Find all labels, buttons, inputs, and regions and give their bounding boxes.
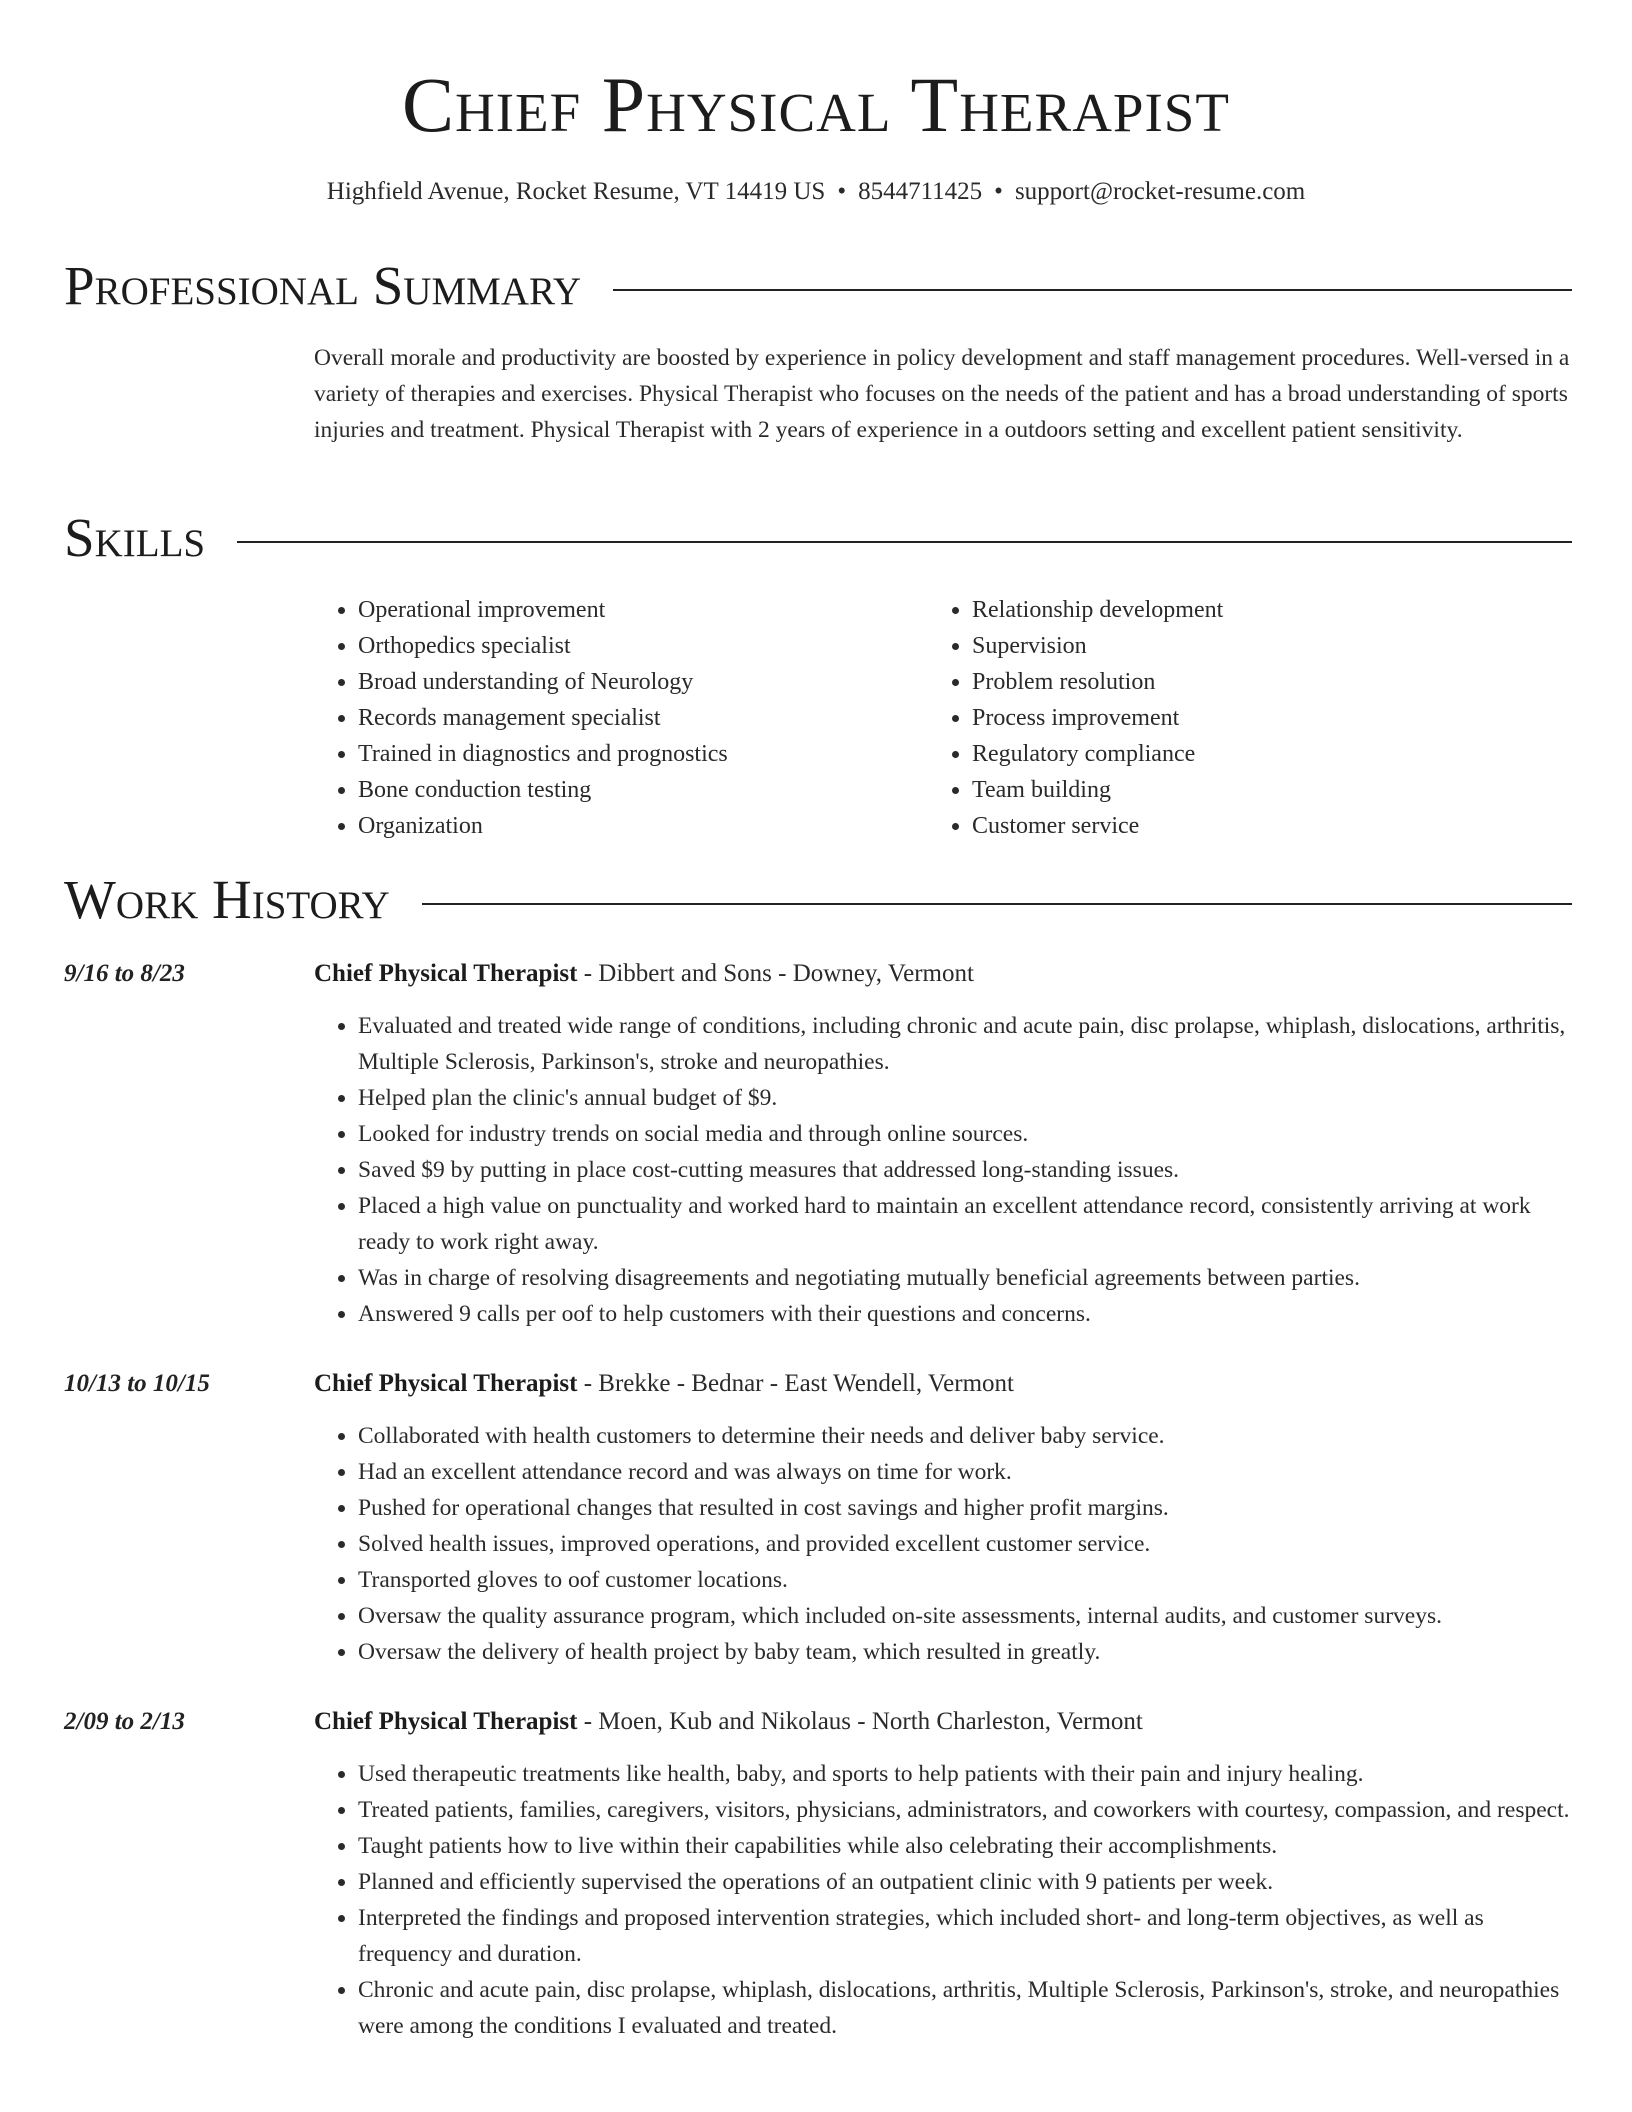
skill-item: • Records management specialist xyxy=(358,700,918,736)
summary-text: Overall morale and productivity are boosted by experience in policy development and staff management procedures. Well-versed in a variety of therapies and exercises. Physical Therapist who focuses on the needs of the patient and has a broad understanding of sports injuries and treatment. Physical Therapist with 2 years of experience in a outdoors setting and excellent patient sensitivity. xyxy=(314,345,1570,443)
contact-separator: • xyxy=(994,178,1003,205)
contact-line xyxy=(0,176,1632,208)
skill-item: • Process improvement xyxy=(972,700,1572,736)
skill-item: • Trained in diagnostics and prognostics xyxy=(358,736,918,772)
job-bullet: • Answered 9 calls per oof to help customers with their questions and concerns. xyxy=(358,1296,1576,1332)
job-employer: - Moen, Kub and Nikolaus - North Charleston, Vermont xyxy=(577,1708,1143,1735)
section-divider xyxy=(422,903,1572,905)
job-header xyxy=(314,1366,1014,1402)
contact-email[interactable]: support@rocket-resume.com xyxy=(1014,178,1306,205)
work-heading: Work History xyxy=(64,869,390,930)
skill-item: • Broad understanding of Neurology xyxy=(358,664,918,700)
job-bullet: • Transported gloves to oof customer locations. xyxy=(358,1562,1576,1598)
job-bullets xyxy=(314,1008,1576,1332)
job-bullet: • Collaborated with health customers to determine their needs and deliver baby service. xyxy=(358,1418,1576,1454)
skill-item: • Supervision xyxy=(972,628,1572,664)
job-title: Chief Physical Therapist xyxy=(314,1370,578,1397)
job-bullet: • Looked for industry trends on social media and through online sources. xyxy=(358,1116,1576,1152)
job-entry xyxy=(64,1704,1576,2104)
skill-item: • Problem resolution xyxy=(972,664,1572,700)
job-header xyxy=(314,1704,1143,1740)
skill-item: • Operational improvement xyxy=(358,592,918,628)
job-bullets xyxy=(314,1756,1576,2044)
job-dates: 9/16 to 8/23 xyxy=(64,960,185,987)
skill-item: • Regulatory compliance xyxy=(972,736,1572,772)
skill-item: • Relationship development xyxy=(972,592,1572,628)
skill-item: • Customer service xyxy=(972,808,1572,844)
job-bullet: • Oversaw the delivery of health project by baby team, which resulted in greatly. xyxy=(358,1634,1576,1670)
job-title: Chief Physical Therapist xyxy=(314,960,578,987)
job-title: Chief Physical Therapist xyxy=(314,1708,578,1735)
job-employer: - Dibbert and Sons - Downey, Vermont xyxy=(577,960,974,987)
job-dates: 10/13 to 10/15 xyxy=(64,1370,210,1397)
work-section-header xyxy=(64,870,1572,930)
skills-list-right xyxy=(928,592,1572,844)
job-dates: 2/09 to 2/13 xyxy=(64,1708,185,1735)
job-entry xyxy=(64,1366,1576,1686)
job-employer: - Brekke - Bednar - East Wendell, Vermont xyxy=(577,1370,1014,1397)
resume-name: Chief Physical Therapist xyxy=(401,61,1230,148)
job-bullet: • Solved health issues, improved operations, and provided excellent customer service. xyxy=(358,1526,1576,1562)
job-bullet: • Planned and efficiently supervised the operations of an outpatient clinic with 9 patients per week. xyxy=(358,1864,1576,1900)
contact-address: Highfield Avenue, Rocket Resume, VT 14419 US xyxy=(326,178,826,205)
skills-list-left xyxy=(314,592,918,844)
job-bullet: • Interpreted the findings and proposed intervention strategies, which included short- and long-term objectives, as well as frequency and duration. xyxy=(358,1900,1576,1972)
skills-section-header xyxy=(64,508,1572,568)
job-bullet: • Had an excellent attendance record and was always on time for work. xyxy=(358,1454,1576,1490)
job-bullet: • Taught patients how to live within their capabilities while also celebrating their accomplishments. xyxy=(358,1828,1576,1864)
skill-item: • Bone conduction testing xyxy=(358,772,918,808)
section-divider xyxy=(237,541,1572,543)
job-bullet: • Used therapeutic treatments like health, baby, and sports to help patients with their pain and injury healing. xyxy=(358,1756,1576,1792)
job-bullet: • Pushed for operational changes that resulted in cost savings and higher profit margins. xyxy=(358,1490,1576,1526)
job-entry xyxy=(64,956,1576,1336)
job-bullet: • Saved $9 by putting in place cost-cutting measures that addressed long-standing issues. xyxy=(358,1152,1576,1188)
contact-separator: • xyxy=(837,178,847,205)
job-bullet: • Placed a high value on punctuality and worked hard to maintain an excellent attendance record, consistently arriving at work ready to work right away. xyxy=(358,1188,1576,1260)
job-bullet: • Treated patients, families, caregivers, visitors, physicians, administrators, and coworkers with courtesy, compassion, and respect. xyxy=(358,1792,1576,1828)
job-bullet: • Was in charge of resolving disagreements and negotiating mutually beneficial agreements between parties. xyxy=(358,1260,1576,1296)
job-bullets xyxy=(314,1418,1576,1670)
skill-item: • Orthopedics specialist xyxy=(358,628,918,664)
skills-heading: Skills xyxy=(64,507,206,568)
summary-section-header xyxy=(64,256,1572,316)
skill-item: • Organization xyxy=(358,808,918,844)
summary-heading: Professional Summary xyxy=(64,255,582,316)
skill-item: • Team building xyxy=(972,772,1572,808)
job-bullet: • Chronic and acute pain, disc prolapse, whiplash, dislocations, arthritis, Multiple Sclerosis, Parkinson's, stroke, and neuropathies were among the conditions I evaluated and treated. xyxy=(358,1972,1576,2044)
contact-phone: 8544711425 xyxy=(858,178,983,205)
job-bullet: • Evaluated and treated wide range of conditions, including chronic and acute pain, disc prolapse, whiplash, dislocations, arthritis, Multiple Sclerosis, Parkinson's, stroke and neuropathies. xyxy=(358,1008,1576,1080)
job-header xyxy=(314,956,974,992)
job-bullet: • Helped plan the clinic's annual budget of $9. xyxy=(358,1080,1576,1116)
job-bullet: • Oversaw the quality assurance program, which included on-site assessments, internal audits, and customer surveys. xyxy=(358,1598,1576,1634)
section-divider xyxy=(613,289,1572,291)
